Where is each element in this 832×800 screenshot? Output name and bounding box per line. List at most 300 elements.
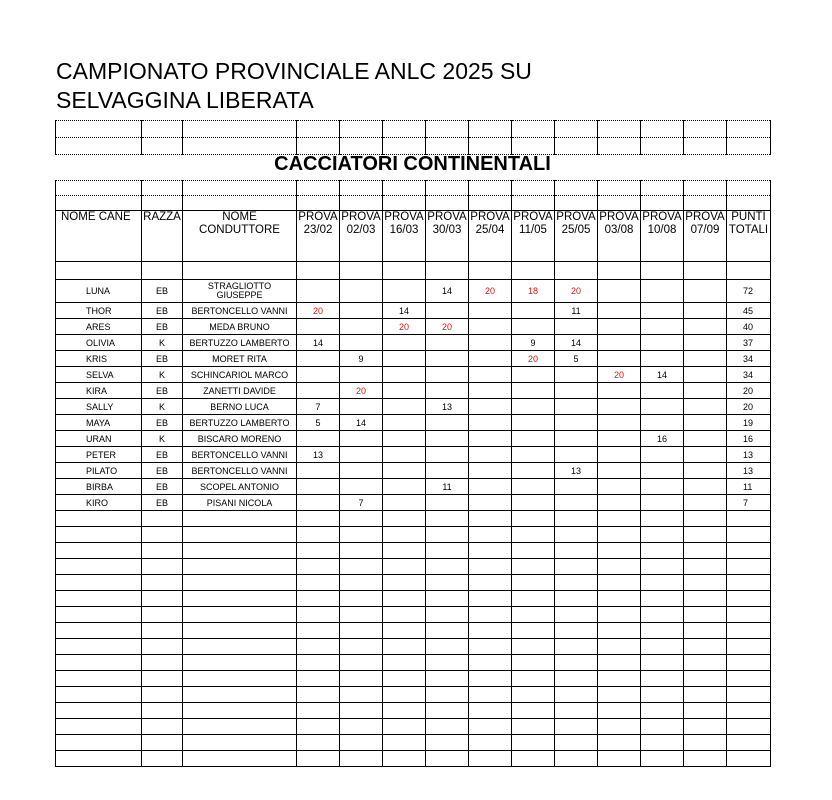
empty-cell bbox=[340, 607, 383, 623]
handler-cell: BERTONCELLO VANNI bbox=[183, 447, 297, 463]
empty-cell bbox=[555, 559, 598, 575]
total-cell: 72 bbox=[727, 280, 771, 303]
handler-cell: MEDA BRUNO bbox=[183, 319, 297, 335]
score-cell: 20 bbox=[469, 280, 512, 303]
score-cell bbox=[297, 463, 340, 479]
empty-cell bbox=[297, 671, 340, 687]
table-row bbox=[56, 319, 771, 335]
empty-cell bbox=[641, 543, 684, 559]
empty-cell bbox=[555, 735, 598, 751]
empty-cell bbox=[598, 751, 641, 767]
score-cell bbox=[297, 383, 340, 399]
empty-cell bbox=[340, 511, 383, 527]
header-date: 02/03 bbox=[346, 223, 376, 236]
score-cell: 14 bbox=[297, 335, 340, 351]
empty-cell bbox=[469, 559, 512, 575]
score-cell: 11 bbox=[555, 303, 598, 319]
score-cell bbox=[426, 463, 469, 479]
empty-cell bbox=[142, 591, 183, 607]
empty-cell bbox=[684, 639, 727, 655]
score-cell bbox=[512, 367, 555, 383]
score-cell bbox=[555, 319, 598, 335]
breed-cell: EB bbox=[142, 415, 183, 431]
page-title: CAMPIONATO PROVINCIALE ANLC 2025 SU SELVAGGINA LIBERATA bbox=[56, 58, 532, 113]
total-cell: 20 bbox=[727, 383, 771, 399]
table-row bbox=[56, 399, 771, 415]
empty-cell bbox=[340, 703, 383, 719]
score-cell bbox=[598, 479, 641, 495]
empty-cell bbox=[56, 623, 142, 639]
empty-cell bbox=[555, 703, 598, 719]
empty-cell bbox=[512, 591, 555, 607]
empty-cell bbox=[426, 262, 469, 280]
score-cell: 7 bbox=[340, 495, 383, 511]
score-cell bbox=[641, 319, 684, 335]
empty-cell bbox=[56, 543, 142, 559]
dog-name-cell: BIRBA bbox=[56, 479, 142, 495]
empty-cell bbox=[142, 181, 183, 196]
score-cell bbox=[426, 415, 469, 431]
empty-cell bbox=[56, 735, 142, 751]
empty-cell bbox=[469, 671, 512, 687]
empty-cell bbox=[142, 607, 183, 623]
dog-name-cell: LUNA bbox=[56, 280, 142, 303]
empty-cell bbox=[56, 121, 142, 138]
empty-cell bbox=[183, 655, 297, 671]
empty-cell bbox=[469, 735, 512, 751]
empty-cell bbox=[340, 591, 383, 607]
empty-cell bbox=[383, 607, 426, 623]
handler-cell: SCOPEL ANTONIO bbox=[183, 479, 297, 495]
empty-row bbox=[56, 751, 771, 767]
score-cell bbox=[641, 399, 684, 415]
empty-cell bbox=[183, 121, 297, 138]
empty-cell bbox=[426, 639, 469, 655]
header-label: PROVA bbox=[556, 211, 596, 223]
empty-cell bbox=[727, 575, 771, 591]
empty-cell bbox=[727, 607, 771, 623]
empty-cell bbox=[297, 181, 340, 196]
score-cell bbox=[340, 280, 383, 303]
score-cell bbox=[641, 351, 684, 367]
empty-cell bbox=[183, 527, 297, 543]
empty-cell bbox=[727, 655, 771, 671]
empty-cell bbox=[142, 703, 183, 719]
empty-cell bbox=[340, 655, 383, 671]
score-cell bbox=[383, 351, 426, 367]
empty-cell bbox=[555, 181, 598, 196]
empty-cell bbox=[469, 687, 512, 703]
total-cell: 34 bbox=[727, 367, 771, 383]
column-header-prova bbox=[297, 211, 340, 262]
dog-name-cell: URAN bbox=[56, 431, 142, 447]
empty-cell bbox=[512, 703, 555, 719]
empty-cell bbox=[469, 607, 512, 623]
score-cell bbox=[469, 319, 512, 335]
empty-cell bbox=[183, 671, 297, 687]
empty-cell bbox=[555, 591, 598, 607]
empty-cell bbox=[727, 671, 771, 687]
empty-row bbox=[56, 655, 771, 671]
score-cell bbox=[598, 399, 641, 415]
score-cell: 13 bbox=[297, 447, 340, 463]
empty-cell bbox=[469, 623, 512, 639]
empty-cell bbox=[383, 655, 426, 671]
empty-cell bbox=[598, 559, 641, 575]
empty-cell bbox=[142, 196, 183, 211]
total-cell: 45 bbox=[727, 303, 771, 319]
total-cell: 13 bbox=[727, 463, 771, 479]
score-cell bbox=[340, 303, 383, 319]
empty-cell bbox=[142, 639, 183, 655]
total-cell: 11 bbox=[727, 479, 771, 495]
empty-cell bbox=[727, 719, 771, 735]
empty-cell bbox=[183, 262, 297, 280]
dog-name-cell: KIRO bbox=[56, 495, 142, 511]
empty-cell bbox=[297, 527, 340, 543]
score-cell: 20 bbox=[598, 367, 641, 383]
score-cell: 14 bbox=[340, 415, 383, 431]
empty-cell bbox=[297, 639, 340, 655]
score-cell bbox=[641, 479, 684, 495]
score-cell bbox=[598, 415, 641, 431]
score-cell bbox=[383, 367, 426, 383]
score-cell bbox=[641, 447, 684, 463]
score-cell bbox=[469, 463, 512, 479]
empty-cell bbox=[426, 671, 469, 687]
total-cell: 13 bbox=[727, 447, 771, 463]
empty-cell bbox=[469, 527, 512, 543]
score-cell bbox=[469, 383, 512, 399]
header-label: PROVA bbox=[642, 211, 682, 223]
table-row bbox=[56, 351, 771, 367]
empty-cell bbox=[142, 262, 183, 280]
empty-cell bbox=[598, 543, 641, 559]
score-cell: 13 bbox=[555, 463, 598, 479]
score-cell bbox=[383, 415, 426, 431]
column-header-prova bbox=[555, 211, 598, 262]
empty-cell bbox=[598, 591, 641, 607]
empty-cell bbox=[56, 527, 142, 543]
empty-cell bbox=[512, 196, 555, 211]
header-date: 07/09 bbox=[690, 223, 720, 236]
breed-cell: EB bbox=[142, 495, 183, 511]
empty-cell bbox=[297, 751, 340, 767]
score-cell: 20 bbox=[340, 383, 383, 399]
breed-cell: K bbox=[142, 399, 183, 415]
score-cell bbox=[684, 479, 727, 495]
empty-cell bbox=[340, 751, 383, 767]
empty-cell bbox=[183, 543, 297, 559]
column-header-razza bbox=[142, 211, 183, 262]
empty-cell bbox=[183, 751, 297, 767]
score-cell: 7 bbox=[297, 399, 340, 415]
breed-cell: K bbox=[142, 335, 183, 351]
score-cell bbox=[512, 399, 555, 415]
empty-cell bbox=[183, 591, 297, 607]
header-date: 30/03 bbox=[432, 223, 462, 236]
score-cell bbox=[555, 399, 598, 415]
empty-cell bbox=[56, 591, 142, 607]
empty-cell bbox=[56, 703, 142, 719]
empty-cell bbox=[512, 719, 555, 735]
empty-cell bbox=[469, 543, 512, 559]
score-cell bbox=[555, 479, 598, 495]
dog-name-cell: SALLY bbox=[56, 399, 142, 415]
score-cell bbox=[426, 351, 469, 367]
header-label: PROVA bbox=[685, 211, 725, 223]
empty-cell bbox=[641, 196, 684, 211]
empty-cell bbox=[426, 591, 469, 607]
score-cell bbox=[340, 463, 383, 479]
empty-cell bbox=[340, 181, 383, 196]
score-cell bbox=[426, 447, 469, 463]
table-row bbox=[56, 303, 771, 319]
empty-cell bbox=[383, 623, 426, 639]
empty-cell bbox=[426, 623, 469, 639]
empty-cell bbox=[598, 687, 641, 703]
score-cell bbox=[469, 431, 512, 447]
empty-cell bbox=[56, 719, 142, 735]
dog-name-cell: PETER bbox=[56, 447, 142, 463]
empty-cell bbox=[340, 121, 383, 138]
empty-cell bbox=[469, 591, 512, 607]
empty-cell bbox=[383, 687, 426, 703]
empty-cell bbox=[598, 703, 641, 719]
score-cell bbox=[555, 415, 598, 431]
score-cell: 18 bbox=[512, 280, 555, 303]
score-cell bbox=[684, 431, 727, 447]
empty-cell bbox=[727, 687, 771, 703]
score-cell bbox=[426, 335, 469, 351]
header-label: NOME bbox=[222, 211, 257, 223]
empty-cell bbox=[641, 181, 684, 196]
empty-cell bbox=[183, 559, 297, 575]
empty-cell bbox=[297, 262, 340, 280]
header-date: 25/04 bbox=[475, 223, 505, 236]
table-row bbox=[56, 463, 771, 479]
empty-cell bbox=[598, 671, 641, 687]
empty-row bbox=[56, 575, 771, 591]
empty-cell bbox=[512, 559, 555, 575]
empty-cell bbox=[641, 511, 684, 527]
score-cell bbox=[684, 495, 727, 511]
score-cell bbox=[383, 447, 426, 463]
header-label: PROVA bbox=[470, 211, 510, 223]
total-cell: 34 bbox=[727, 351, 771, 367]
score-cell bbox=[383, 495, 426, 511]
empty-cell bbox=[684, 687, 727, 703]
score-cell bbox=[512, 319, 555, 335]
empty-cell bbox=[183, 575, 297, 591]
total-cell: 7 bbox=[727, 495, 771, 511]
breed-cell: EB bbox=[142, 303, 183, 319]
score-cell bbox=[555, 383, 598, 399]
score-cell: 14 bbox=[641, 367, 684, 383]
score-cell bbox=[598, 351, 641, 367]
table-row bbox=[56, 383, 771, 399]
empty-cell bbox=[598, 196, 641, 211]
score-cell bbox=[297, 319, 340, 335]
empty-cell bbox=[340, 262, 383, 280]
empty-cell bbox=[727, 703, 771, 719]
empty-cell bbox=[56, 575, 142, 591]
empty-cell bbox=[555, 607, 598, 623]
header-date: 11/05 bbox=[519, 223, 547, 236]
empty-cell bbox=[684, 527, 727, 543]
empty-cell bbox=[512, 639, 555, 655]
empty-cell bbox=[684, 735, 727, 751]
header-date: 23/02 bbox=[303, 223, 333, 236]
header-label: PROVA bbox=[513, 211, 553, 223]
empty-cell bbox=[469, 703, 512, 719]
score-cell: 20 bbox=[512, 351, 555, 367]
header-label: PROVA bbox=[384, 211, 424, 223]
score-cell bbox=[598, 280, 641, 303]
table-row bbox=[56, 431, 771, 447]
empty-cell bbox=[340, 543, 383, 559]
empty-cell bbox=[555, 543, 598, 559]
column-header-prova bbox=[641, 211, 684, 262]
empty-cell bbox=[727, 121, 771, 138]
empty-cell bbox=[598, 575, 641, 591]
score-cell: 5 bbox=[297, 415, 340, 431]
empty-cell bbox=[383, 575, 426, 591]
empty-cell bbox=[183, 687, 297, 703]
score-cell bbox=[297, 367, 340, 383]
empty-cell bbox=[684, 623, 727, 639]
table-row bbox=[56, 479, 771, 495]
empty-row bbox=[56, 735, 771, 751]
empty-cell bbox=[142, 751, 183, 767]
handler-name-line: GIUSEPPE bbox=[216, 290, 263, 300]
empty-cell bbox=[340, 575, 383, 591]
empty-cell bbox=[183, 196, 297, 211]
score-cell bbox=[297, 495, 340, 511]
score-cell bbox=[340, 335, 383, 351]
score-cell bbox=[684, 399, 727, 415]
header-date: 03/08 bbox=[604, 223, 634, 236]
empty-cell bbox=[426, 121, 469, 138]
empty-cell bbox=[555, 751, 598, 767]
empty-cell bbox=[641, 262, 684, 280]
score-cell bbox=[555, 431, 598, 447]
column-header-prova bbox=[426, 211, 469, 262]
empty-cell bbox=[426, 703, 469, 719]
breed-cell: EB bbox=[142, 479, 183, 495]
empty-cell bbox=[598, 719, 641, 735]
empty-cell bbox=[383, 559, 426, 575]
section-subtitle: CACCIATORI CONTINENTALI bbox=[274, 153, 551, 175]
empty-row bbox=[56, 687, 771, 703]
score-cell bbox=[684, 351, 727, 367]
empty-row bbox=[56, 639, 771, 655]
empty-row bbox=[56, 543, 771, 559]
empty-cell bbox=[641, 639, 684, 655]
score-cell bbox=[340, 367, 383, 383]
empty-cell bbox=[297, 511, 340, 527]
header-label: NOME CANE bbox=[61, 211, 131, 223]
empty-cell bbox=[727, 181, 771, 196]
total-cell: 37 bbox=[727, 335, 771, 351]
empty-cell bbox=[142, 511, 183, 527]
score-cell bbox=[426, 431, 469, 447]
empty-cell bbox=[684, 196, 727, 211]
empty-cell bbox=[555, 527, 598, 543]
empty-cell bbox=[727, 527, 771, 543]
score-cell bbox=[469, 303, 512, 319]
empty-cell bbox=[383, 121, 426, 138]
empty-cell bbox=[727, 511, 771, 527]
score-cell bbox=[641, 335, 684, 351]
table-row bbox=[56, 495, 771, 511]
score-cell bbox=[426, 367, 469, 383]
empty-cell bbox=[469, 639, 512, 655]
empty-cell bbox=[383, 543, 426, 559]
empty-cell bbox=[727, 543, 771, 559]
score-cell bbox=[469, 335, 512, 351]
score-cell bbox=[684, 463, 727, 479]
empty-cell bbox=[142, 559, 183, 575]
empty-cell bbox=[426, 196, 469, 211]
empty-cell bbox=[183, 607, 297, 623]
empty-cell bbox=[426, 719, 469, 735]
empty-cell bbox=[727, 623, 771, 639]
score-cell bbox=[469, 447, 512, 463]
breed-cell: EB bbox=[142, 447, 183, 463]
empty-cell bbox=[297, 591, 340, 607]
header-label: PUNTI bbox=[731, 211, 766, 223]
handler-cell: BERNO LUCA bbox=[183, 399, 297, 415]
empty-cell bbox=[383, 735, 426, 751]
score-cell: 14 bbox=[555, 335, 598, 351]
score-cell bbox=[598, 495, 641, 511]
empty-cell bbox=[684, 543, 727, 559]
empty-cell bbox=[598, 639, 641, 655]
score-cell bbox=[512, 479, 555, 495]
empty-cell bbox=[555, 687, 598, 703]
dog-name-cell: SELVA bbox=[56, 367, 142, 383]
score-cell bbox=[684, 415, 727, 431]
empty-cell bbox=[426, 527, 469, 543]
empty-cell bbox=[641, 687, 684, 703]
score-cell bbox=[469, 415, 512, 431]
empty-cell bbox=[555, 719, 598, 735]
empty-cell bbox=[183, 181, 297, 196]
empty-cell bbox=[383, 511, 426, 527]
empty-row bbox=[56, 511, 771, 527]
empty-cell bbox=[512, 671, 555, 687]
handler-cell: BERTUZZO LAMBERTO bbox=[183, 415, 297, 431]
score-cell bbox=[598, 335, 641, 351]
score-cell bbox=[684, 319, 727, 335]
score-cell bbox=[340, 319, 383, 335]
score-cell bbox=[340, 479, 383, 495]
empty-cell bbox=[684, 511, 727, 527]
empty-cell bbox=[183, 639, 297, 655]
column-header-prova bbox=[469, 211, 512, 262]
score-cell bbox=[641, 463, 684, 479]
column-header-nome-cane bbox=[56, 211, 142, 262]
empty-cell bbox=[426, 543, 469, 559]
score-cell bbox=[684, 383, 727, 399]
empty-cell bbox=[641, 703, 684, 719]
header-date: 16/03 bbox=[389, 223, 419, 236]
score-cell bbox=[598, 447, 641, 463]
empty-cell bbox=[641, 719, 684, 735]
empty-cell bbox=[142, 543, 183, 559]
score-cell: 5 bbox=[555, 351, 598, 367]
